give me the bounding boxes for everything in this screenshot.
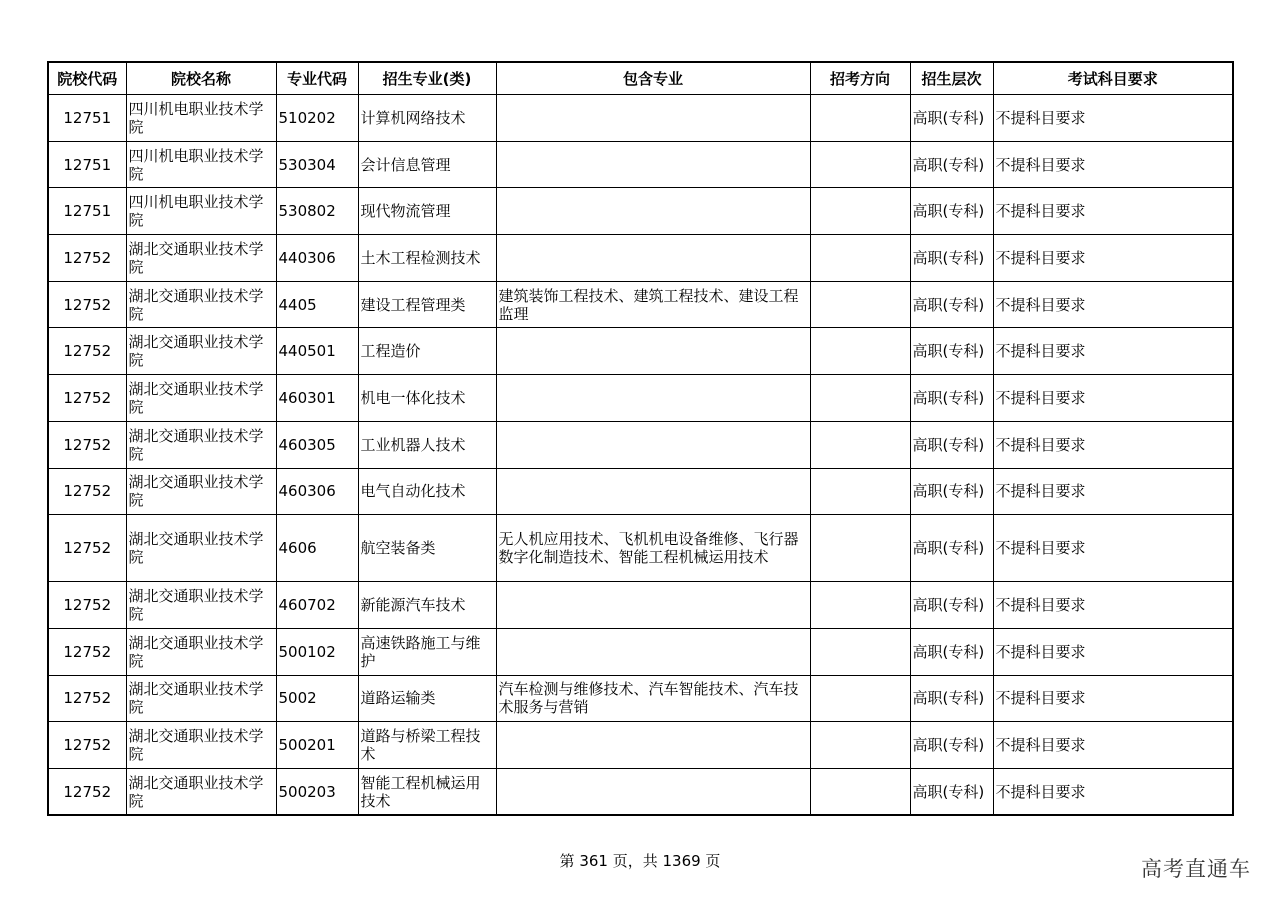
cell-school-code: 12751: [48, 188, 126, 235]
cell-level: 高职(专科): [910, 468, 993, 515]
cell-requirement: 不提科目要求: [993, 188, 1233, 235]
cell-school-code: 12752: [48, 328, 126, 375]
table-row: [48, 95, 1233, 142]
cell-level: 高职(专科): [910, 235, 993, 282]
cell-major: 电气自动化技术: [358, 468, 496, 515]
table-row: [48, 141, 1233, 188]
cell-school-code: 12752: [48, 582, 126, 629]
cell-school-name: 湖北交通职业技术学院: [126, 421, 276, 468]
cell-school-code: 12751: [48, 95, 126, 142]
cell-direction: [810, 628, 910, 675]
cell-school-code: 12752: [48, 515, 126, 582]
cell-requirement: 不提科目要求: [993, 675, 1233, 722]
cell-school-name: 四川机电职业技术学院: [126, 188, 276, 235]
cell-included-majors: [496, 375, 810, 422]
cell-direction: [810, 328, 910, 375]
cell-requirement: 不提科目要求: [993, 421, 1233, 468]
cell-school-name: 湖北交通职业技术学院: [126, 281, 276, 328]
cell-major: 航空装备类: [358, 515, 496, 582]
cell-major: 机电一体化技术: [358, 375, 496, 422]
table-row: [48, 722, 1233, 769]
table-row: [48, 582, 1233, 629]
cell-included-majors: [496, 722, 810, 769]
header-included-majors: 包含专业: [496, 62, 810, 95]
cell-requirement: 不提科目要求: [993, 141, 1233, 188]
cell-school-code: 12752: [48, 235, 126, 282]
cell-major-code: 460306: [276, 468, 358, 515]
cell-level: 高职(专科): [910, 722, 993, 769]
cell-major: 工业机器人技术: [358, 421, 496, 468]
cell-major: 智能工程机械运用技术: [358, 768, 496, 815]
cell-school-name: 湖北交通职业技术学院: [126, 375, 276, 422]
header-requirement: 考试科目要求: [993, 62, 1233, 95]
cell-school-name: 湖北交通职业技术学院: [126, 628, 276, 675]
cell-direction: [810, 235, 910, 282]
cell-direction: [810, 95, 910, 142]
cell-included-majors: [496, 328, 810, 375]
cell-requirement: 不提科目要求: [993, 628, 1233, 675]
cell-major: 工程造价: [358, 328, 496, 375]
cell-major-code: 440306: [276, 235, 358, 282]
table-header-row: [48, 62, 1233, 95]
cell-school-code: 12752: [48, 421, 126, 468]
cell-major-code: 510202: [276, 95, 358, 142]
cell-requirement: 不提科目要求: [993, 281, 1233, 328]
cell-major-code: 5002: [276, 675, 358, 722]
cell-major: 会计信息管理: [358, 141, 496, 188]
cell-major: 道路与桥梁工程技术: [358, 722, 496, 769]
cell-included-majors: [496, 95, 810, 142]
cell-school-code: 12751: [48, 141, 126, 188]
table-row: [48, 421, 1233, 468]
admissions-table: [47, 61, 1234, 816]
cell-included-majors: 汽车检测与维修技术、汽车智能技术、汽车技术服务与营销: [496, 675, 810, 722]
cell-level: 高职(专科): [910, 95, 993, 142]
table-row: [48, 281, 1233, 328]
cell-major-code: 530802: [276, 188, 358, 235]
cell-major: 道路运输类: [358, 675, 496, 722]
table-row: [48, 188, 1233, 235]
cell-direction: [810, 421, 910, 468]
table-row: [48, 675, 1233, 722]
cell-level: 高职(专科): [910, 582, 993, 629]
cell-included-majors: [496, 628, 810, 675]
cell-major-code: 530304: [276, 141, 358, 188]
cell-school-code: 12752: [48, 722, 126, 769]
cell-requirement: 不提科目要求: [993, 582, 1233, 629]
table-row: [48, 235, 1233, 282]
cell-major: 建设工程管理类: [358, 281, 496, 328]
cell-direction: [810, 468, 910, 515]
cell-requirement: 不提科目要求: [993, 375, 1233, 422]
cell-level: 高职(专科): [910, 281, 993, 328]
cell-direction: [810, 722, 910, 769]
cell-school-code: 12752: [48, 468, 126, 515]
cell-included-majors: [496, 768, 810, 815]
cell-level: 高职(专科): [910, 628, 993, 675]
cell-major-code: 460305: [276, 421, 358, 468]
cell-direction: [810, 141, 910, 188]
table-row: [48, 515, 1233, 582]
table-row: [48, 628, 1233, 675]
cell-included-majors: [496, 141, 810, 188]
cell-school-name: 湖北交通职业技术学院: [126, 675, 276, 722]
cell-level: 高职(专科): [910, 188, 993, 235]
table-row: [48, 328, 1233, 375]
cell-major: 土木工程检测技术: [358, 235, 496, 282]
cell-level: 高职(专科): [910, 328, 993, 375]
cell-school-name: 湖北交通职业技术学院: [126, 768, 276, 815]
cell-included-majors: 建筑装饰工程技术、建筑工程技术、建设工程监理: [496, 281, 810, 328]
cell-school-name: 四川机电职业技术学院: [126, 95, 276, 142]
cell-school-name: 四川机电职业技术学院: [126, 141, 276, 188]
cell-requirement: 不提科目要求: [993, 768, 1233, 815]
header-major-code: 专业代码: [276, 62, 358, 95]
cell-included-majors: 无人机应用技术、飞机机电设备维修、飞行器数字化制造技术、智能工程机械运用技术: [496, 515, 810, 582]
cell-requirement: 不提科目要求: [993, 235, 1233, 282]
cell-direction: [810, 675, 910, 722]
cell-major: 现代物流管理: [358, 188, 496, 235]
cell-requirement: 不提科目要求: [993, 722, 1233, 769]
cell-major: 计算机网络技术: [358, 95, 496, 142]
cell-major-code: 500102: [276, 628, 358, 675]
cell-level: 高职(专科): [910, 675, 993, 722]
cell-included-majors: [496, 188, 810, 235]
cell-direction: [810, 515, 910, 582]
cell-requirement: 不提科目要求: [993, 328, 1233, 375]
cell-school-name: 湖北交通职业技术学院: [126, 468, 276, 515]
cell-level: 高职(专科): [910, 515, 993, 582]
admissions-table-container: [47, 61, 1232, 816]
cell-major-code: 4405: [276, 281, 358, 328]
cell-requirement: 不提科目要求: [993, 515, 1233, 582]
cell-major-code: 460702: [276, 582, 358, 629]
cell-school-code: 12752: [48, 375, 126, 422]
cell-school-name: 湖北交通职业技术学院: [126, 235, 276, 282]
cell-direction: [810, 582, 910, 629]
cell-requirement: 不提科目要求: [993, 468, 1233, 515]
cell-included-majors: [496, 235, 810, 282]
cell-major-code: 500201: [276, 722, 358, 769]
cell-major: 新能源汽车技术: [358, 582, 496, 629]
watermark-text: 高考直通车: [1141, 857, 1251, 881]
page-number-footer: 第 361 页，共 1369 页: [559, 852, 721, 870]
cell-level: 高职(专科): [910, 141, 993, 188]
cell-included-majors: [496, 421, 810, 468]
cell-major-code: 460301: [276, 375, 358, 422]
header-school-code: 院校代码: [48, 62, 126, 95]
cell-school-name: 湖北交通职业技术学院: [126, 515, 276, 582]
cell-included-majors: [496, 582, 810, 629]
cell-school-code: 12752: [48, 768, 126, 815]
cell-direction: [810, 768, 910, 815]
cell-level: 高职(专科): [910, 768, 993, 815]
cell-school-code: 12752: [48, 675, 126, 722]
header-direction: 招考方向: [810, 62, 910, 95]
table-row: [48, 468, 1233, 515]
cell-school-code: 12752: [48, 628, 126, 675]
cell-level: 高职(专科): [910, 375, 993, 422]
cell-major: 高速铁路施工与维护: [358, 628, 496, 675]
cell-direction: [810, 188, 910, 235]
cell-school-name: 湖北交通职业技术学院: [126, 582, 276, 629]
table-row: [48, 375, 1233, 422]
header-school-name: 院校名称: [126, 62, 276, 95]
table-row: [48, 768, 1233, 815]
cell-direction: [810, 375, 910, 422]
cell-requirement: 不提科目要求: [993, 95, 1233, 142]
cell-level: 高职(专科): [910, 421, 993, 468]
cell-school-name: 湖北交通职业技术学院: [126, 722, 276, 769]
cell-school-code: 12752: [48, 281, 126, 328]
cell-direction: [810, 281, 910, 328]
header-level: 招生层次: [910, 62, 993, 95]
header-major: 招生专业(类): [358, 62, 496, 95]
cell-major-code: 500203: [276, 768, 358, 815]
cell-included-majors: [496, 468, 810, 515]
cell-major-code: 440501: [276, 328, 358, 375]
cell-school-name: 湖北交通职业技术学院: [126, 328, 276, 375]
cell-major-code: 4606: [276, 515, 358, 582]
